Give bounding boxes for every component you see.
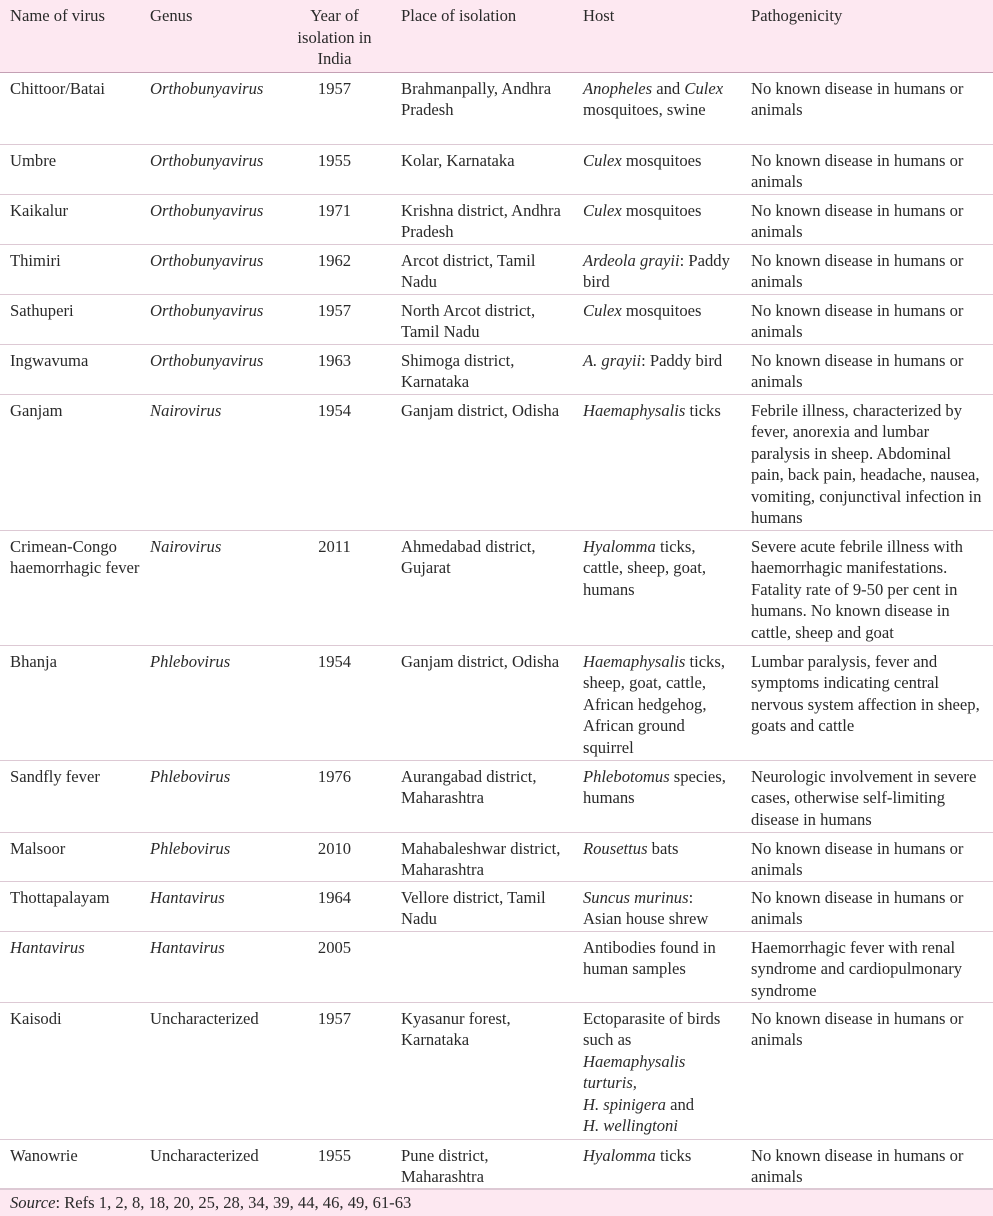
table-row bbox=[0, 194, 993, 244]
cell-year: 2011 bbox=[288, 530, 381, 645]
cell-place: North Arcot district, Tamil Nadu bbox=[381, 294, 563, 344]
cell-name: Chittoor/Batai bbox=[0, 72, 140, 144]
header-host: Host bbox=[563, 0, 731, 72]
cell-pathogenicity: No known disease in humans or animals bbox=[731, 881, 993, 931]
table-row bbox=[0, 344, 993, 394]
cell-pathogenicity: Neurologic involvement in severe cases, otherwise self-limiting disease in humans bbox=[731, 760, 993, 832]
cell-genus: Hantavirus bbox=[140, 931, 288, 1002]
cell-pathogenicity: Lumbar paralysis, fever and symptoms indicating central nervous system affection in sheep, goats and cattle bbox=[731, 645, 993, 760]
cell-genus: Phlebovirus bbox=[140, 832, 288, 881]
header-year: Year of isolation in India bbox=[288, 0, 381, 72]
header-genus: Genus bbox=[140, 0, 288, 72]
cell-year: 1976 bbox=[288, 760, 381, 832]
cell-year: 1957 bbox=[288, 294, 381, 344]
table-row bbox=[0, 1002, 993, 1139]
table-row bbox=[0, 144, 993, 194]
cell-genus: Nairovirus bbox=[140, 530, 288, 645]
cell-name: Hantavirus bbox=[0, 931, 140, 1002]
cell-host: A. grayii: Paddy bird bbox=[563, 344, 731, 394]
cell-name: Wanowrie bbox=[0, 1139, 140, 1188]
cell-name: Sandfly fever bbox=[0, 760, 140, 832]
source-label: Source bbox=[10, 1192, 56, 1212]
table-row bbox=[0, 645, 993, 760]
cell-pathogenicity: No known disease in humans or animals bbox=[731, 294, 993, 344]
cell-name: Ganjam bbox=[0, 394, 140, 530]
header-name: Name of virus bbox=[0, 0, 140, 72]
cell-place: Ganjam district, Odisha bbox=[381, 645, 563, 760]
cell-pathogenicity: Febrile illness, characterized by fever, anorexia and lumbar paralysis in sheep. Abdominal pain, back pain, headache, nausea, vomiting, conjunctival infection in humans bbox=[731, 394, 993, 530]
cell-year: 1955 bbox=[288, 144, 381, 194]
cell-genus: Orthobunyavirus bbox=[140, 144, 288, 194]
cell-year: 2010 bbox=[288, 832, 381, 881]
cell-place: Kyasanur forest, Karnataka bbox=[381, 1002, 563, 1139]
cell-place: Ahmedabad district, Gujarat bbox=[381, 530, 563, 645]
cell-name: Bhanja bbox=[0, 645, 140, 760]
cell-host: Ectoparasite of birds such as Haemaphysalis turturis, H. spinigera and H. wellingtoni bbox=[563, 1002, 731, 1139]
cell-pathogenicity: No known disease in humans or animals bbox=[731, 1002, 993, 1139]
cell-name: Sathuperi bbox=[0, 294, 140, 344]
cell-host: Haemaphysalis ticks bbox=[563, 394, 731, 530]
cell-pathogenicity: No known disease in humans or animals bbox=[731, 832, 993, 881]
cell-host: Antibodies found in human samples bbox=[563, 931, 731, 1002]
cell-pathogenicity: No known disease in humans or animals bbox=[731, 194, 993, 244]
cell-host: Suncus murinus: Asian house shrew bbox=[563, 881, 731, 931]
cell-genus: Uncharacterized bbox=[140, 1002, 288, 1139]
table-row bbox=[0, 1139, 993, 1188]
cell-year: 1964 bbox=[288, 881, 381, 931]
cell-name: Ingwavuma bbox=[0, 344, 140, 394]
cell-name: Thottapalayam bbox=[0, 881, 140, 931]
cell-host: Anopheles and Culex mosquitoes, swine bbox=[563, 72, 731, 144]
cell-genus: Nairovirus bbox=[140, 394, 288, 530]
table-row bbox=[0, 530, 993, 645]
cell-name: Kaisodi bbox=[0, 1002, 140, 1139]
table-header bbox=[0, 0, 993, 72]
table-row bbox=[0, 394, 993, 530]
source-footer bbox=[0, 1189, 993, 1216]
cell-host: Culex mosquitoes bbox=[563, 194, 731, 244]
cell-host: Ardeola grayii: Paddy bird bbox=[563, 244, 731, 294]
cell-year: 1957 bbox=[288, 1002, 381, 1139]
table-row bbox=[0, 760, 993, 832]
cell-pathogenicity: Severe acute febrile illness with haemorrhagic manifestations. Fatality rate of 9-50 per cent in humans. No known disease in cattle, sheep and goat bbox=[731, 530, 993, 645]
table-row bbox=[0, 881, 993, 931]
header-place: Place of isolation bbox=[381, 0, 563, 72]
cell-place: Ganjam district, Odisha bbox=[381, 394, 563, 530]
cell-pathogenicity: Haemorrhagic fever with renal syndrome and cardiopulmonary syndrome bbox=[731, 931, 993, 1002]
cell-pathogenicity: No known disease in humans or animals bbox=[731, 72, 993, 144]
cell-place: Vellore district, Tamil Nadu bbox=[381, 881, 563, 931]
cell-genus: Phlebovirus bbox=[140, 645, 288, 760]
cell-place: Brahmanpally, Andhra Pradesh bbox=[381, 72, 563, 144]
cell-place: Krishna district, Andhra Pradesh bbox=[381, 194, 563, 244]
cell-genus: Hantavirus bbox=[140, 881, 288, 931]
cell-place: Arcot district, Tamil Nadu bbox=[381, 244, 563, 294]
cell-genus: Orthobunyavirus bbox=[140, 344, 288, 394]
cell-year: 1957 bbox=[288, 72, 381, 144]
cell-pathogenicity: No known disease in humans or animals bbox=[731, 244, 993, 294]
table-row bbox=[0, 294, 993, 344]
cell-host: Phlebotomus species, humans bbox=[563, 760, 731, 832]
cell-pathogenicity: No known disease in humans or animals bbox=[731, 344, 993, 394]
header-pathogenicity: Pathogenicity bbox=[731, 0, 993, 72]
cell-pathogenicity: No known disease in humans or animals bbox=[731, 1139, 993, 1188]
cell-name: Thimiri bbox=[0, 244, 140, 294]
cell-host: Hyalomma ticks bbox=[563, 1139, 731, 1188]
cell-host: Culex mosquitoes bbox=[563, 294, 731, 344]
cell-host: Haemaphysalis ticks, sheep, goat, cattle, African hedgehog, African ground squirrel bbox=[563, 645, 731, 760]
cell-genus: Orthobunyavirus bbox=[140, 194, 288, 244]
cell-year: 1954 bbox=[288, 394, 381, 530]
cell-place bbox=[381, 931, 563, 1002]
cell-name: Crimean-Congo haemorrhagic fever bbox=[0, 530, 140, 645]
cell-host: Rousettus bats bbox=[563, 832, 731, 881]
cell-host: Hyalomma ticks, cattle, sheep, goat, humans bbox=[563, 530, 731, 645]
cell-year: 1963 bbox=[288, 344, 381, 394]
table-body bbox=[0, 72, 993, 1188]
cell-year: 1954 bbox=[288, 645, 381, 760]
cell-host: Culex mosquitoes bbox=[563, 144, 731, 194]
cell-genus: Phlebovirus bbox=[140, 760, 288, 832]
source-text: : Refs 1, 2, 8, 18, 20, 25, 28, 34, 39, 44, 46, 49, 61-63 bbox=[55, 1192, 412, 1212]
cell-genus: Orthobunyavirus bbox=[140, 294, 288, 344]
cell-genus: Orthobunyavirus bbox=[140, 72, 288, 144]
cell-genus: Orthobunyavirus bbox=[140, 244, 288, 294]
cell-place: Mahabaleshwar district, Maharashtra bbox=[381, 832, 563, 881]
cell-genus: Uncharacterized bbox=[140, 1139, 288, 1188]
cell-year: 2005 bbox=[288, 931, 381, 1002]
cell-place: Aurangabad district, Maharashtra bbox=[381, 760, 563, 832]
table-row bbox=[0, 72, 993, 144]
cell-year: 1971 bbox=[288, 194, 381, 244]
cell-year: 1955 bbox=[288, 1139, 381, 1188]
cell-name: Umbre bbox=[0, 144, 140, 194]
table-row bbox=[0, 244, 993, 294]
cell-year: 1962 bbox=[288, 244, 381, 294]
cell-name: Malsoor bbox=[0, 832, 140, 881]
cell-pathogenicity: No known disease in humans or animals bbox=[731, 144, 993, 194]
cell-place: Kolar, Karnataka bbox=[381, 144, 563, 194]
cell-place: Shimoga district, Karnataka bbox=[381, 344, 563, 394]
table-row bbox=[0, 931, 993, 1002]
cell-name: Kaikalur bbox=[0, 194, 140, 244]
cell-place: Pune district, Maharashtra bbox=[381, 1139, 563, 1188]
table-row bbox=[0, 832, 993, 881]
